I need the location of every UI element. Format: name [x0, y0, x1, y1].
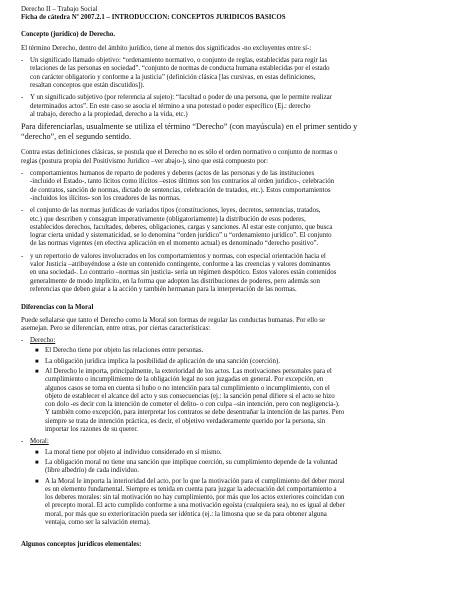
- text-line: el conjunto de las normas jurídicas de variados tipos (constituciones, leyes, decretos, sentencias, tratados,: [30, 207, 321, 215]
- bullet-square-icon: ■: [35, 348, 39, 355]
- text-line: asemejan. Pero se diferencian, entre otras, por ciertas características:: [21, 324, 211, 332]
- text-line: de contratos, sanción de normas, dictado de sentencias, celebración de tratados, etc.). Estos comportamientos: [30, 186, 331, 194]
- text-line: La obligación moral no tiene una sanción que implique coerción, su cumplimiento depende de la voluntad: [45, 458, 338, 466]
- text-line: y un repertorio de valores involucrados en los comportamientos y normas, con especial orientación hacia el: [30, 252, 326, 260]
- text-line: “derecho”, en el segundo sentido.: [21, 131, 132, 141]
- bullet-square-icon: ■: [35, 478, 39, 485]
- dash-marker: -: [21, 57, 24, 65]
- derecho-section: [21, 337, 460, 345]
- dash-marker: -: [21, 252, 24, 260]
- derecho-item: [21, 368, 460, 434]
- text-line: resaltan conceptos que están discutidos]).: [30, 82, 145, 90]
- meaning-subjective: [21, 94, 460, 119]
- text-line: -incluidos los ilícitos- son los creadores de las normas.: [30, 194, 181, 202]
- text-line: en una sociedad-. Lo contrario –normas sin justicia- sería un régimen despótico. Estos valores están contenidos: [30, 269, 337, 277]
- text-line: (libre albedrío) de cada individuo.: [45, 467, 139, 475]
- text-line: con carácter obligatorio y conforme a la justicia” (definición clásica [las cursivas, en estas definiciones,: [30, 73, 316, 81]
- differentiate-paragraph: [21, 122, 460, 141]
- text-line: lograr cierta unidad y sistematicidad, se lo denomina “orden jurídico” u “ordenamiento jurídico”. El conjunto: [30, 232, 332, 240]
- sheet-title: Ficha de cátedra Nº 2007.2.1 – INTRODUCCIÓN: CONCEPTOS JURÍDICOS BÁSICOS: [21, 14, 286, 22]
- text-line: reglas (postura propia del Positivismo Jurídico –ver abajo-), sino que está compuesto por:: [21, 157, 269, 165]
- derecho-item: [21, 358, 460, 366]
- concept-heading: Concepto (jurídico) de Derecho.: [21, 30, 116, 38]
- text-line: algunos casos se toma en cuenta si hubo o no intención para tal cumplimiento o incumplimiento, con el: [45, 384, 330, 392]
- meaning-objective: [21, 57, 460, 90]
- dash-marker: -: [21, 170, 24, 178]
- text-line: Al Derecho le importa, principalmente, la exterioridad de los actos. Las motivaciones personales para el: [45, 367, 332, 375]
- moral-item: [21, 478, 460, 528]
- dash-marker: -: [21, 207, 24, 215]
- intro-line: El término Derecho, dentro del ámbito jurídico, tiene al menos dos significados -no excluyentes entre sí-:: [21, 44, 312, 52]
- components-list: [21, 170, 460, 294]
- dash-marker: -: [21, 438, 24, 446]
- component-norms: [21, 207, 460, 248]
- text-line: determinados actos”. En este caso se asocia el término a una potestad o poder específico (Ej.: derecho: [30, 102, 311, 110]
- text-line: Un significado llamado objetivo: “ordenamiento normativo, o conjunto de reglas, establecidas para regir las: [30, 57, 328, 65]
- final-heading: Algunos conceptos jurídicos elementales:: [21, 541, 142, 549]
- moral-item: [21, 449, 460, 457]
- text-line: es un elemento fundamental. Siempre es tenida en cuenta para juzgar la adecuación del comportamiento a: [45, 485, 337, 493]
- text-line: La moral tiene por objeto al individuo considerado en sí mismo.: [45, 448, 222, 456]
- text-line: objeto de establecer el alcance del acto y sus consecuencias (ej.: la sanción penal difiere si el acto se hizo: [45, 392, 335, 400]
- text-line: valor Justicia –atribuyéndose a éste un contenido contingente, conforme a las creencias y valores dominantes: [30, 261, 331, 269]
- text-line: La obligación jurídica implica la posibilidad de aplicación de una sanción (coerción).: [45, 357, 280, 365]
- text-line: Para diferenciarlas, usualmente se utiliza el término “Derecho” (con mayúscula) en el primer sentido y: [21, 122, 358, 132]
- moral-intro-paragraph: [21, 317, 460, 334]
- text-line: referencias que deben guiar a la acción y también hermanan para la interpretación de las normas.: [30, 285, 297, 293]
- text-line: Y un significado subjetivo (por referencia al sujeto): “facultad o poder de una persona, que le permite realizar: [30, 94, 333, 102]
- text-line: generalmente de modo implícito, en la forma que adopten las distribuciones de poderes, pero además son: [30, 277, 320, 285]
- text-line: Y también como excepción, para interpretar los contratos se debe desentrañar la intención de las partes. Pero: [45, 409, 345, 417]
- text-line: al trabajo, derecho a la propiedad, derecho a la vida, etc.): [30, 110, 188, 118]
- text-line: cumplimiento o incumplimiento de la obligación legal no son juzgadas en general. Por excepción, en: [45, 376, 324, 384]
- text-line: de las normas vigentes (en efectiva aplicación en el momento actual) es denominado “derecho positivo”.: [30, 240, 319, 248]
- moral-section: [21, 438, 460, 446]
- derecho-item: [21, 347, 460, 355]
- text-line: Contra estas definiciones clásicas, se postula que el Derecho no es sólo el orden normativo o conjunto de normas o: [21, 149, 338, 157]
- text-line: ventaja, como ser la salvación eterna).: [45, 519, 151, 527]
- meanings-list: [21, 57, 460, 119]
- dash-marker: -: [21, 337, 24, 345]
- derecho-label: Derecho:: [30, 337, 56, 345]
- bullet-square-icon: ■: [35, 368, 39, 375]
- text-line: relaciones de las personas en sociedad”. “conjunto de normas de conducta humana establecidas por el estado: [30, 65, 330, 73]
- text-line: con dolo -es decir con la intención de cometer el delito- o con culpa –sin intención, pero con negligencia-).: [45, 401, 340, 409]
- text-line: siempre se trata de intención práctica, es decir, el objetivo verdaderamente querido por la persona, sin: [45, 417, 326, 425]
- bullet-square-icon: ■: [35, 459, 39, 466]
- course-line: Derecho II – Trabajo Social: [21, 6, 98, 13]
- dash-marker: -: [21, 94, 24, 102]
- text-line: importar los razones de su querer.: [45, 426, 138, 434]
- bullet-square-icon: ■: [35, 358, 39, 365]
- text-line: A la Moral le importa la interioridad del acto, por lo que la motivación para el cumplimiento del deber moral: [45, 477, 345, 485]
- text-line: el precepto moral. El acto cumplido conforme a una motivación egoísta (cualquiera sea), no es igual al deber: [45, 502, 345, 510]
- text-line: comportamientos humanos de reparto de poderes y deberes (actos de las personas y de las instituciones: [30, 170, 315, 178]
- component-values: [21, 253, 460, 294]
- text-line: etc.) que describen y consagran imperativamente (obligatoriamente) la distribución de esos poderes,: [30, 215, 306, 223]
- text-line: moral, por más que su exteriorización pueda ser idéntica (ej.: la limosna que se da para obtener alguna: [45, 510, 327, 518]
- text-line: El Derecho tiene por objeto las relaciones entre personas.: [45, 347, 204, 355]
- text-line: los deberes morales: sin tal motivación no hay cumplimiento, por más que los actos exteriores coincidan con: [45, 494, 345, 502]
- moral-label: Moral:: [30, 438, 49, 446]
- moral-heading: Diferencias con la Moral: [21, 304, 94, 312]
- bullet-square-icon: ■: [35, 449, 39, 456]
- contrast-paragraph: [21, 149, 460, 166]
- component-behaviors: [21, 170, 460, 203]
- text-line: establecidos derechos, facultades, deberes, obligaciones, cargas y sanciones. Al estar este conjunto, que busca: [30, 223, 333, 231]
- text-line: Puede señalarse que tanto el Derecho como la Moral son formas de regular las conductas humanas. Por ello se: [21, 316, 326, 324]
- moral-item: [21, 459, 460, 476]
- text-line: -incluido el Estado-, tanto lícitos como ilícitos –estos últimos son los contrarios al orden jurídico-, celebración: [30, 178, 335, 186]
